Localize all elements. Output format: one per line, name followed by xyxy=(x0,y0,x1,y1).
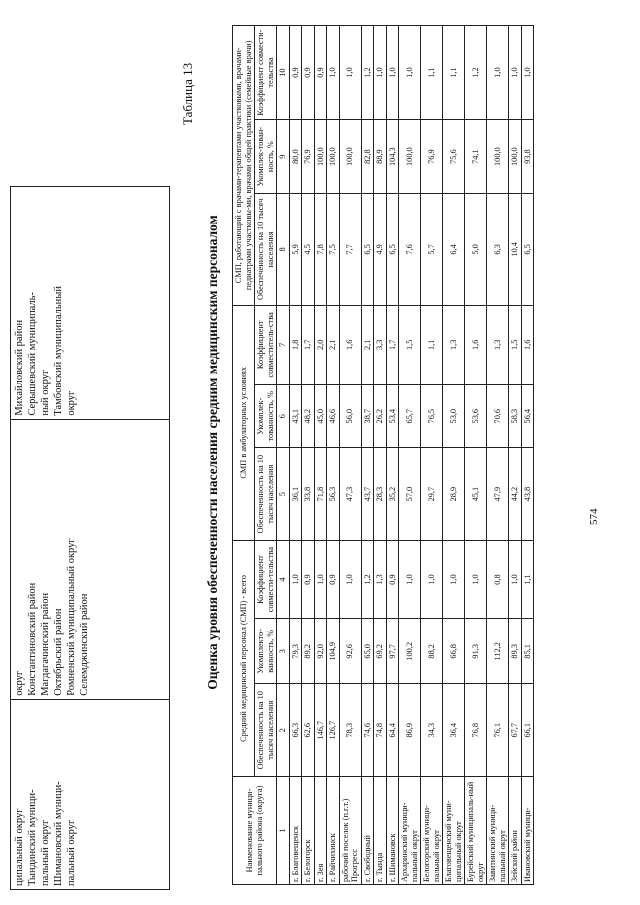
table-cell: 1,6 xyxy=(339,305,361,384)
table-cell: 92,6 xyxy=(339,619,361,684)
row-name: Ивановский муници- xyxy=(521,777,534,885)
table-cell: 70,6 xyxy=(487,385,509,448)
table-cell: 64,4 xyxy=(386,684,399,777)
cont-line: Магдагачинский район xyxy=(40,592,51,696)
table-label: Таблица 13 xyxy=(180,62,195,125)
column-number: 7 xyxy=(277,305,290,384)
table-cell: 1,1 xyxy=(421,26,443,120)
table-cell: 97,7 xyxy=(386,619,399,684)
cont-line: округ xyxy=(14,670,25,696)
table-cell: 89,2 xyxy=(302,619,315,684)
table-cell: 2,1 xyxy=(361,305,374,384)
cont-col-2 xyxy=(11,419,170,699)
table-cell: 71,8 xyxy=(314,448,327,541)
table-cell: 1,7 xyxy=(302,305,315,384)
page-number: 574 xyxy=(588,508,600,525)
table-cell: 86,9 xyxy=(399,684,421,777)
table-row xyxy=(289,26,302,885)
table-cell: 45,0 xyxy=(314,385,327,448)
table-cell: 91,3 xyxy=(465,619,487,684)
table-cell: 58,3 xyxy=(509,385,522,448)
table-cell: 47,3 xyxy=(339,448,361,541)
cont-line: Ромненский муниципальный округ xyxy=(66,538,77,696)
table-cell: 1,0 xyxy=(339,26,361,120)
table-cell: 5,9 xyxy=(289,194,302,305)
table-cell: 56,0 xyxy=(339,385,361,448)
table-cell: 1,1 xyxy=(443,26,465,120)
table-cell: 7,6 xyxy=(399,194,421,305)
cont-col-1 xyxy=(11,699,170,889)
table-cell: 100,2 xyxy=(399,619,421,684)
table-cell: 53,4 xyxy=(386,385,399,448)
table-cell: 76,1 xyxy=(487,684,509,777)
header-group-3: СМП, работающий с врачами-терапевтами участковыми, врачами-педиатрами участковы-ми, врачами общей практики (семейные врачи) xyxy=(233,26,255,306)
table-cell: 69,2 xyxy=(374,619,387,684)
cont-line: пальный округ xyxy=(40,819,51,886)
column-numbers-row xyxy=(277,26,290,885)
table-cell: 104,3 xyxy=(386,120,399,194)
table-cell: 6,5 xyxy=(361,194,374,305)
table-cell: 43,1 xyxy=(289,385,302,448)
table-cell: 35,2 xyxy=(386,448,399,541)
table-cell: 1,1 xyxy=(521,540,534,618)
table-cell: 1,0 xyxy=(487,26,509,120)
cont-line: Тамбовский муниципальный xyxy=(53,286,64,416)
table-row xyxy=(361,26,374,885)
table-row xyxy=(327,26,340,885)
table-cell: 79,3 xyxy=(289,619,302,684)
row-name: г. Зея xyxy=(314,777,327,885)
table-row xyxy=(386,26,399,885)
column-number: 2 xyxy=(277,684,290,777)
table-cell: 28,9 xyxy=(443,448,465,541)
table-cell: 6,5 xyxy=(521,194,534,305)
table-cell: 1,2 xyxy=(361,540,374,618)
row-name: г. Райчихинск xyxy=(327,777,340,885)
table-row xyxy=(302,26,315,885)
header-g2-coverage: Обеспеченность на 10 тысяч населения xyxy=(255,448,277,541)
column-number: 5 xyxy=(277,448,290,541)
table-cell: 56,3 xyxy=(327,448,340,541)
table-cell: 0,9 xyxy=(327,540,340,618)
row-name: Благовещенский муни-ципальный округ xyxy=(443,777,465,885)
table-row xyxy=(487,26,509,885)
table-cell: 112,2 xyxy=(487,619,509,684)
table-cell: 1,5 xyxy=(509,305,522,384)
table-cell: 57,0 xyxy=(399,448,421,541)
table-cell: 100,0 xyxy=(339,120,361,194)
table-cell: 6,4 xyxy=(443,194,465,305)
row-name: рабочий поселок (п.г.т.) Прогресс xyxy=(339,777,361,885)
table-cell: 85,1 xyxy=(521,619,534,684)
table-cell: 100,0 xyxy=(487,120,509,194)
table-cell: 0,9 xyxy=(302,26,315,120)
table-cell: 45,1 xyxy=(465,448,487,541)
row-name: Бурейский муниципаль-ный округ xyxy=(465,777,487,885)
header-g3-coef: Коэффициент совмести-тельства xyxy=(255,26,277,120)
table-cell: 36,1 xyxy=(289,448,302,541)
table-row xyxy=(399,26,421,885)
cont-line: Селемджинский район xyxy=(79,593,90,696)
table-cell: 6,3 xyxy=(487,194,509,305)
table-cell: 126,7 xyxy=(327,684,340,777)
table-cell: 76,8 xyxy=(465,684,487,777)
table-cell: 0,9 xyxy=(302,540,315,618)
table-cell: 26,2 xyxy=(374,385,387,448)
table-cell: 66,8 xyxy=(443,619,465,684)
row-name: Белогорский муници-пальный округ xyxy=(421,777,443,885)
header-g3-coverage: Обеспеченность на 10 тысяч населения xyxy=(255,194,277,305)
table-cell: 1,0 xyxy=(289,540,302,618)
table-cell: 1,0 xyxy=(399,26,421,120)
row-name: г. Свободный xyxy=(361,777,374,885)
table-cell: 3,3 xyxy=(374,305,387,384)
table-cell: 7,5 xyxy=(327,194,340,305)
column-number: 3 xyxy=(277,619,290,684)
table-cell: 1,6 xyxy=(521,305,534,384)
table-row xyxy=(339,26,361,885)
table-cell: 74,8 xyxy=(374,684,387,777)
table-cell: 6,5 xyxy=(386,194,399,305)
cont-line: пальный округ xyxy=(66,819,77,886)
table-cell: 75,6 xyxy=(443,120,465,194)
table-cell: 65,0 xyxy=(361,619,374,684)
row-name: г. Тында xyxy=(374,777,387,885)
cont-line: округ xyxy=(66,390,77,416)
table-row xyxy=(374,26,387,885)
table-cell: 146,7 xyxy=(314,684,327,777)
table-cell: 65,7 xyxy=(399,385,421,448)
table-cell: 100,0 xyxy=(327,120,340,194)
cont-line: Михайловский район xyxy=(14,319,25,416)
table-cell: 1,0 xyxy=(521,26,534,120)
table-cell: 1,0 xyxy=(374,26,387,120)
table-cell: 1,0 xyxy=(339,540,361,618)
table-cell: 1,8 xyxy=(289,305,302,384)
table-cell: 1,1 xyxy=(421,305,443,384)
row-name: Завитинский муници-пальный округ xyxy=(487,777,509,885)
table-cell: 1,3 xyxy=(487,305,509,384)
table-cell: 1,6 xyxy=(465,305,487,384)
table-cell: 44,2 xyxy=(509,448,522,541)
column-number: 6 xyxy=(277,385,290,448)
table-row xyxy=(443,26,465,885)
table-cell: 56,4 xyxy=(521,385,534,448)
table-row xyxy=(465,26,487,885)
column-number: 8 xyxy=(277,194,290,305)
table-cell: 1,2 xyxy=(361,26,374,120)
table-cell: 4,9 xyxy=(374,194,387,305)
main-table xyxy=(232,25,534,885)
table-cell: 34,3 xyxy=(421,684,443,777)
row-name: Архаринский муници-пальный округ xyxy=(399,777,421,885)
header-group-2: СМП в амбулаторных условиях xyxy=(233,305,255,540)
table-cell: 62,6 xyxy=(302,684,315,777)
table-cell: 48,2 xyxy=(302,385,315,448)
table-cell: 80,0 xyxy=(289,120,302,194)
table-cell: 1,3 xyxy=(443,305,465,384)
table-cell: 4,5 xyxy=(302,194,315,305)
table-cell: 76,5 xyxy=(421,385,443,448)
table-cell: 5,7 xyxy=(421,194,443,305)
table-cell: 76,9 xyxy=(302,120,315,194)
table-cell: 74,1 xyxy=(465,120,487,194)
row-name: г. Белогорск xyxy=(302,777,315,885)
table-cell: 100,0 xyxy=(314,120,327,194)
header-g1-coverage: Обеспеченность на 10 тысяч населения xyxy=(255,684,277,777)
header-g1-staffing: Укомплекто-ванность, % xyxy=(255,619,277,684)
header-g2-staffing: Укомплек-тованность, % xyxy=(255,385,277,448)
cont-line: Тындинский муници- xyxy=(27,789,38,886)
table-cell: 28,3 xyxy=(374,448,387,541)
header-g3-staffing: Укомплек-тован-ность, % xyxy=(255,120,277,194)
table-row xyxy=(521,26,534,885)
table-cell: 1,0 xyxy=(465,540,487,618)
table-row xyxy=(314,26,327,885)
table-cell: 100,0 xyxy=(399,120,421,194)
table-cell: 88,2 xyxy=(421,619,443,684)
table-cell: 67,7 xyxy=(509,684,522,777)
cont-line: Константиновский район xyxy=(27,582,38,696)
table-cell: 33,8 xyxy=(302,448,315,541)
cont-line: Серышевский муниципаль- xyxy=(27,292,38,416)
table-cell: 1,0 xyxy=(314,540,327,618)
table-row xyxy=(509,26,522,885)
table-cell: 74,6 xyxy=(361,684,374,777)
table-cell: 92,0 xyxy=(314,619,327,684)
column-number: 4 xyxy=(277,540,290,618)
table-cell: 82,8 xyxy=(361,120,374,194)
header-name: Наименование муници-пального района (округа) xyxy=(233,777,277,885)
table-cell: 66,1 xyxy=(521,684,534,777)
table-cell: 1,2 xyxy=(465,26,487,120)
cont-line: ный округ xyxy=(40,369,51,416)
table-cell: 46,6 xyxy=(327,385,340,448)
table-cell: 89,3 xyxy=(509,619,522,684)
table-cell: 47,9 xyxy=(487,448,509,541)
table-cell: 36,4 xyxy=(443,684,465,777)
table-cell: 78,3 xyxy=(339,684,361,777)
table-cell: 1,0 xyxy=(443,540,465,618)
cont-line: ципальный округ xyxy=(14,808,25,886)
table-cell: 43,8 xyxy=(521,448,534,541)
column-number: 10 xyxy=(277,26,290,120)
table-cell: 7,7 xyxy=(339,194,361,305)
continuation-table xyxy=(10,120,170,890)
table-cell: 1,3 xyxy=(374,540,387,618)
table-cell: 1,0 xyxy=(327,26,340,120)
table-cell: 93,8 xyxy=(521,120,534,194)
row-name: г. Благовещенск xyxy=(289,777,302,885)
table-cell: 53,0 xyxy=(443,385,465,448)
table-cell: 1,0 xyxy=(421,540,443,618)
table-cell: 1,0 xyxy=(509,540,522,618)
table-cell: 5,0 xyxy=(465,194,487,305)
table-cell: 10,4 xyxy=(509,194,522,305)
table-cell: 76,9 xyxy=(421,120,443,194)
cont-empty-cell xyxy=(11,120,170,187)
table-cell: 66,3 xyxy=(289,684,302,777)
table-title: Оценка уровня обеспеченности населения средним медицинским персоналом xyxy=(205,215,220,690)
row-name: г. Шимановск xyxy=(386,777,399,885)
table-cell: 2,0 xyxy=(314,305,327,384)
table-cell: 100,0 xyxy=(509,120,522,194)
row-name: Зейский район xyxy=(509,777,522,885)
table-cell: 88,9 xyxy=(374,120,387,194)
table-cell: 0,9 xyxy=(289,26,302,120)
header-g2-coef: Коэффициент совместитель-ства xyxy=(255,305,277,384)
table-cell: 0,9 xyxy=(386,540,399,618)
table-row xyxy=(421,26,443,885)
header-group-1: Средний медицинский персонал (СМП) - всего xyxy=(233,540,255,776)
table-cell: 53,6 xyxy=(465,385,487,448)
table-cell: 0,8 xyxy=(487,540,509,618)
column-number: 9 xyxy=(277,120,290,194)
table-cell: 1,0 xyxy=(509,26,522,120)
column-number: 1 xyxy=(277,777,290,885)
table-cell: 29,7 xyxy=(421,448,443,541)
table-cell: 43,7 xyxy=(361,448,374,541)
table-cell: 2,1 xyxy=(327,305,340,384)
table-cell: 1,0 xyxy=(386,26,399,120)
cont-line: Шимановский муници- xyxy=(53,781,64,886)
table-cell: 1,0 xyxy=(399,540,421,618)
table-cell: 7,8 xyxy=(314,194,327,305)
table-cell: 104,9 xyxy=(327,619,340,684)
header-g1-coef: Коэффициент совмести-тельства xyxy=(255,540,277,618)
table-cell: 1,7 xyxy=(386,305,399,384)
table-cell: 0,9 xyxy=(314,26,327,120)
table-cell: 1,5 xyxy=(399,305,421,384)
table-cell: 38,7 xyxy=(361,385,374,448)
cont-col-3 xyxy=(11,187,170,420)
cont-line: Октябрьский район xyxy=(53,608,64,696)
